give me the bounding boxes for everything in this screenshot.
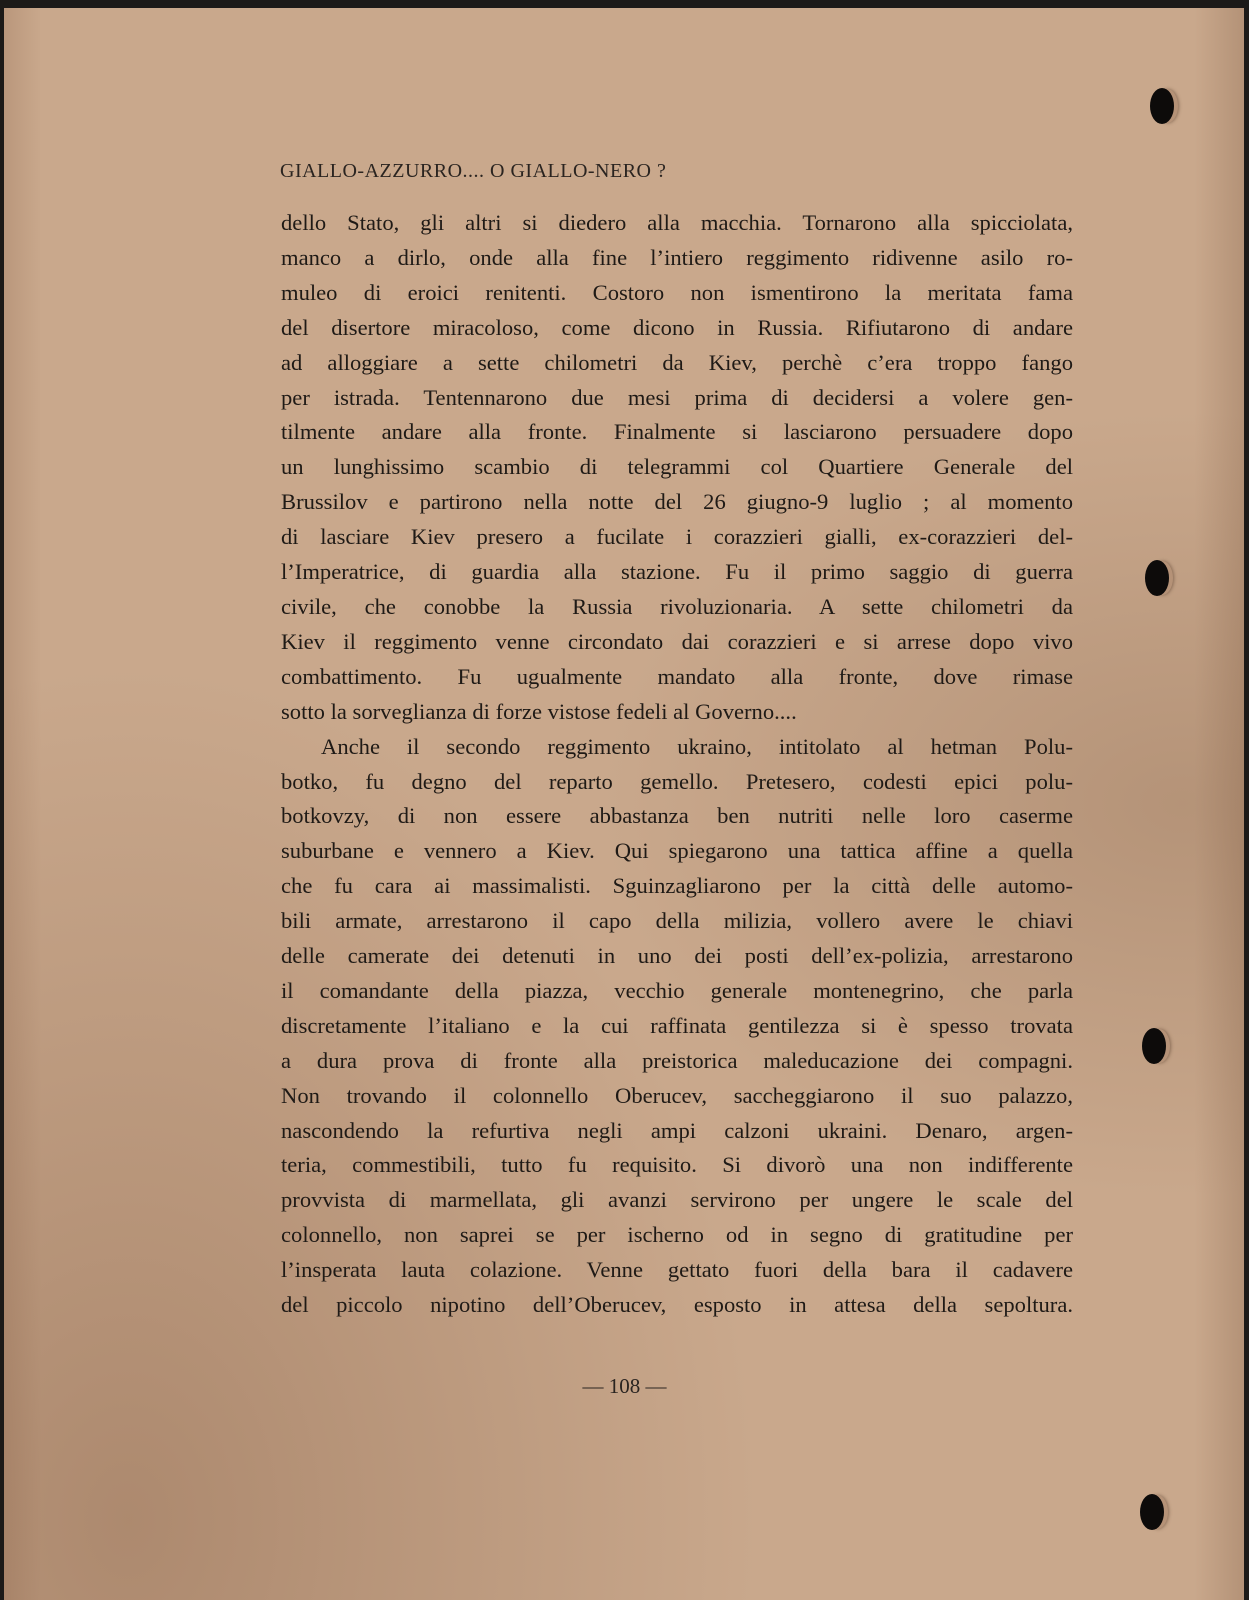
body-text <box>281 206 1073 1323</box>
text-line: colonnello, non saprei se per ischerno od in segno di gratitudine per <box>281 1222 1073 1248</box>
text-line: il comandante della piazza, vecchio generale montenegrino, che parla <box>281 977 1073 1003</box>
text-line: suburbane e vennero a Kiev. Qui spiegarono una tattica affine a quella <box>281 838 1073 864</box>
text-line: tilmente andare alla fronte. Finalmente si lasciarono persuadere dopo <box>281 419 1073 445</box>
text-line: ad alloggiare a sette chilometri da Kiev, perchè c’era troppo fango <box>281 349 1073 375</box>
text-line: l’insperata lauta colazione. Venne gettato fuori della bara il cadavere <box>281 1257 1073 1283</box>
text-line: muleo di eroici renitenti. Costoro non ismentirono la meritata fama <box>281 279 1073 305</box>
text-line: botko, fu degno del reparto gemello. Pretesero, codesti epici polu- <box>281 768 1073 794</box>
text-line: provvista di marmellata, gli avanzi servirono per ungere le scale del <box>281 1187 1073 1213</box>
text-line: Anche il secondo reggimento ukraino, intitolato al hetman Polu- <box>321 733 1073 759</box>
text-line: Non trovando il colonnello Oberucev, saccheggiarono il suo palazzo, <box>281 1082 1073 1108</box>
text-line: del piccolo nipotino dell’Oberucev, esposto in attesa della sepoltura. <box>281 1292 1073 1318</box>
text-line: delle camerate dei detenuti in uno dei posti dell’ex-polizia, arrestarono <box>281 943 1073 969</box>
text-line: civile, che conobbe la Russia rivoluzionaria. A sette chilometri da <box>281 593 1073 619</box>
text-line: di lasciare Kiev presero a fucilate i corazzieri gialli, ex-corazzieri del- <box>281 524 1073 550</box>
text-line: che fu cara ai massimalisti. Sguinzagliarono per la città delle automo- <box>281 873 1073 899</box>
text-line: l’Imperatrice, di guardia alla stazione. Fu il primo saggio di guerra <box>281 559 1073 585</box>
running-head: GIALLO-AZZURRO.... O GIALLO-NERO ? <box>280 160 667 182</box>
text-line: combattimento. Fu ugualmente mandato alla fronte, dove rimase <box>281 663 1073 689</box>
text-line: nascondendo la refurtiva negli ampi calzoni ukraini. Denaro, argen- <box>281 1117 1073 1143</box>
text-line: discretamente l’italiano e la cui raffinata gentilezza si è spesso trovata <box>281 1012 1073 1038</box>
text-line: manco a dirlo, onde alla fine l’intiero reggimento ridivenne asilo ro- <box>281 244 1073 270</box>
text-line: dello Stato, gli altri si diedero alla macchia. Tornarono alla spicciolata, <box>281 210 1073 235</box>
text-line: del disertore miracoloso, come dicono in Russia. Rifiutarono di andare <box>281 314 1073 340</box>
text-line: Brussilov e partirono nella notte del 26 giugno-9 luglio ; al momento <box>281 489 1073 515</box>
punch-hole <box>1150 88 1174 124</box>
punch-hole <box>1142 1028 1166 1064</box>
text-line: per istrada. Tentennarono due mesi prima di decidersi a volere gen- <box>281 384 1073 410</box>
text-line: Kiev il reggimento venne circondato dai corazzieri e si arrese dopo vivo <box>281 628 1073 654</box>
punch-hole <box>1145 560 1169 596</box>
text-line: teria, commestibili, tutto fu requisito. Si divorò una non indifferente <box>281 1152 1073 1178</box>
text-line: bili armate, arrestarono il capo della milizia, vollero avere le chiavi <box>281 908 1073 934</box>
text-line: a dura prova di fronte alla preistorica maleducazione dei compagni. <box>281 1047 1073 1073</box>
text-line: sotto la sorveglianza di forze vistose fedeli al Governo.... <box>281 698 797 724</box>
text-line: botkovzy, di non essere abbastanza ben nutriti nelle loro caserme <box>281 803 1073 829</box>
page-number: — 108 — <box>582 1374 667 1398</box>
punch-hole <box>1140 1494 1164 1530</box>
text-line: un lunghissimo scambio di telegrammi col Quartiere Generale del <box>281 454 1073 480</box>
